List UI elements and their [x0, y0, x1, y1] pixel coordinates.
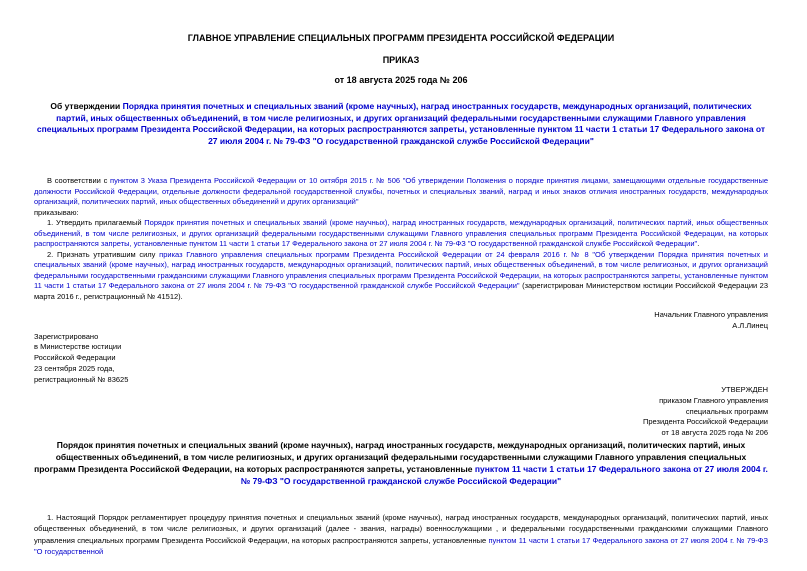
registration-line: в Министерстве юстиции [34, 342, 122, 352]
approval-line: от 18 августа 2025 года № 206 [661, 428, 768, 438]
paragraph-item-1 [34, 218, 768, 250]
hyperlink[interactable]: Порядок принятия почетных и специальных званий (кроме научных), наград иностранных государств, международных организаций, политических партий, иных общественных объединений, в том числе религиозных, и других организаций федеральными государственными служащими Главного управления специальных программ Президента Российской Федерации, на которых распространяются запреты, установленные пунктом 11 части 1 статьи 17 Федерального закона от 27 июля 2004 г. № 79-ФЗ "О государственной гражданской службе Российской Федерации" [34, 218, 768, 249]
text-segment: 1. Утвердить прилагаемый [47, 218, 145, 228]
hyperlink[interactable]: пунктом 11 части 1 статьи 17 Федерального закона от 27 июля 2004 г. № 79-ФЗ "О государственной [34, 535, 768, 557]
approval-line: специальных программ [685, 406, 768, 416]
hyperlink[interactable]: Порядка принятия почетных и специальных званий (кроме научных), наград иностранных государств, международных организаций, политических партий, иных общественных объединений, в том числе религиозных, и других организаций федеральными государственными служащими Главного управления специальных программ Президента Российской Федерации, на которых распространяются запреты, установленные пунктом 11 части 1 статьи 17 Федерального закона от 27 июля 2004 г. № 79-ФЗ "О государственной гражданской службе Российской Федерации" [36, 101, 766, 146]
approval-line: приказом Главного управления [659, 396, 768, 405]
approval-line: УТВЕРЖДЕН [721, 385, 768, 395]
document-title [34, 101, 768, 147]
document-body [34, 176, 768, 302]
registration-block [34, 332, 768, 386]
signature-position: Начальник Главного управления [654, 310, 768, 320]
hyperlink[interactable]: приказ Главного управления специальных программ Президента Российской Федерации от 24 февраля 2016 г. № 8 "Об утверждении Порядка принятия почетных и специальных званий (кроме научных), наград иностранных государств, международных организаций, политических партий, иных общественных объединений, в том числе религиозных, и других организаций федеральными государственными гражданскими служащими Главного управления специальных программ Президента Российской Федерации, на которых распространяются запреты, установленные пунктом 11 части 1 статьи 17 Федерального закона от 27 июля 2004 г. № 79-ФЗ "О государственной гражданской службе Российской Федерации" [34, 249, 768, 291]
text-segment: Об утверждении [50, 101, 123, 111]
text-segment: (зарегистрирован Министерством юстиции Российской Федерации 23 марта 2016 г., регистрационный № 41512). [34, 281, 769, 301]
registration-line: регистрационный № 83625 [34, 374, 129, 384]
hyperlink[interactable]: пунктом 3 Указа Президента Российской Федерации от 10 октября 2015 г. № 506 "Об утверждении Положения о порядке принятия лицами, замещающими отдельные государственные должности Российской Федерации, отдельные должности федеральной государственной службы, почетных и специальных званий, наград и иных знаков отличия иностранных государств, международных организаций, политических партий, иных общественных объединений и других организаций" [34, 176, 769, 207]
text-segment: . [697, 239, 700, 249]
signature-name: А.Л.Линец [732, 321, 768, 331]
hyperlink[interactable]: пунктом 11 части 1 статьи 17 Федерального закона от 27 июля 2004 г. № 79-ФЗ "О государственной гражданской службе Российской Федерации" [240, 463, 768, 486]
text-segment: 2. Признать утратившим силу [47, 249, 160, 259]
paragraph-preamble [34, 176, 768, 208]
registration-line: 23 сентября 2025 года, [34, 363, 115, 373]
annex-paragraph-1 [34, 512, 768, 558]
approval-line: Президента Российской Федерации [642, 417, 768, 427]
text-segment: Порядок принятия почетных и специальных званий (кроме научных), наград иностранных государств, международных организаций, политических партий, иных общественных объединений, в том числе религиозных, и других организаций федеральными государственными служащими Главного управления специальных программ Президента Российской Федерации, на которых распространяются запреты, установленные [34, 439, 747, 474]
registration-line: Зарегистрировано [34, 331, 99, 341]
signature-block [34, 310, 768, 331]
annex-title [34, 439, 768, 487]
doc-type-label: ПРИКАЗ [382, 55, 420, 65]
paragraph-prikazyvayu: приказываю: [34, 207, 79, 217]
text-segment: 1. Настоящий Порядок регламентирует процедуру принятия почетных и специальных званий (кроме научных), наград иностранных государств, международных организаций, политических партий, иных общественных объединений, в том числе религиозных, и других организаций (далее - звания, награды) военнослужащими , и федеральными государственными гражданскими служащими Главного управления специальных программ Президента Российской Федерации, на которых распространяются запреты, установленные [34, 512, 768, 545]
approval-block [34, 385, 768, 439]
text-segment: В соответствии с [47, 176, 111, 186]
org-title: ГЛАВНОЕ УПРАВЛЕНИЕ СПЕЦИАЛЬНЫХ ПРОГРАММ ПРЕЗИДЕНТА РОССИЙСКОЙ ФЕДЕРАЦИИ [187, 33, 615, 43]
paragraph-item-2 [34, 250, 768, 303]
doc-date: от 18 августа 2025 года № 206 [334, 75, 468, 85]
registration-line: Российской Федерации [34, 353, 116, 363]
